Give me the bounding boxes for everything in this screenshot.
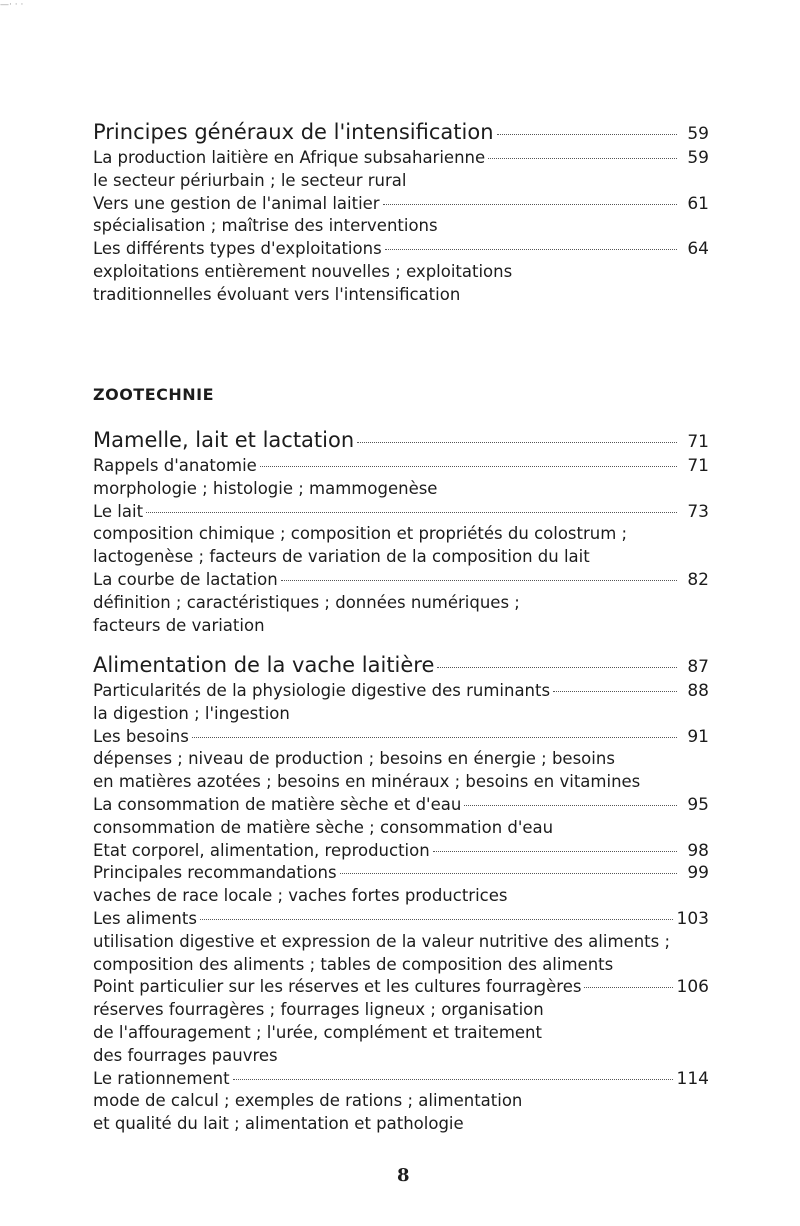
entry-subtopics: et qualité du lait ; alimentation et pathologie bbox=[93, 1114, 464, 1134]
entry-title: Rappels d'anatomie bbox=[93, 456, 257, 475]
dot-leader bbox=[233, 1079, 673, 1080]
entry-title: Principales recommandations bbox=[93, 863, 337, 883]
entry-page-number: 103 bbox=[676, 908, 709, 929]
entry-page-number: 99 bbox=[687, 863, 709, 884]
entry-title: Point particulier sur les réserves et les cultures fourragères bbox=[93, 977, 582, 997]
chapter-page-number: 59 bbox=[687, 124, 709, 144]
entry-subtopics: morphologie ; histologie ; mammogenèse bbox=[93, 478, 438, 498]
entry-subtopics: définition ; caractéristiques ; données numériques ; bbox=[93, 592, 520, 612]
entry-subtopics: exploitations entièrement nouvelles ; exploitations bbox=[93, 261, 513, 281]
entry-title: Vers une gestion de l'animal laitier bbox=[93, 193, 380, 213]
dot-leader bbox=[433, 851, 677, 852]
entry-subtopics: utilisation digestive et expression de la valeur nutritive des aliments ; bbox=[93, 931, 671, 951]
entry-page-number: 114 bbox=[676, 1068, 709, 1089]
entry-page-number: 71 bbox=[687, 456, 709, 476]
dot-leader bbox=[146, 512, 677, 513]
entry-page-number: 98 bbox=[687, 840, 709, 861]
entry-page-number: 64 bbox=[687, 239, 709, 260]
chapter-title: Principes généraux de l'intensification bbox=[93, 120, 494, 144]
toc-chapter-heading[interactable] bbox=[93, 650, 709, 680]
dot-leader bbox=[497, 134, 678, 135]
entry-title: Les différents types d'exploitations bbox=[93, 239, 382, 259]
section-label-zootechnie: ZOOTECHNIE bbox=[93, 385, 215, 404]
entry-page-number: 95 bbox=[687, 794, 709, 815]
entry-title: Les besoins bbox=[93, 726, 189, 746]
entry-title: Le lait bbox=[93, 501, 144, 521]
toc-entry[interactable] bbox=[93, 193, 709, 216]
entry-subtopics: de l'affouragement ; l'urée, complément et traitement bbox=[93, 1022, 542, 1042]
scan-artifact: —· · · bbox=[0, 0, 24, 10]
entry-page-number: 73 bbox=[687, 501, 709, 522]
entry-page-number: 59 bbox=[687, 148, 709, 168]
toc-entry[interactable] bbox=[93, 147, 709, 170]
entry-subtopics: vaches de race locale ; vaches fortes productrices bbox=[93, 886, 508, 906]
chapter-title: Alimentation de la vache laitière bbox=[93, 653, 435, 677]
entry-title: Etat corporel, alimentation, reproduction bbox=[93, 840, 430, 860]
dot-leader bbox=[584, 987, 672, 988]
page-number: 8 bbox=[397, 1165, 410, 1186]
toc-block-alimentation bbox=[93, 650, 709, 1136]
toc-block-mamelle bbox=[93, 425, 709, 637]
toc-entry[interactable] bbox=[93, 862, 709, 885]
entry-page-number: 82 bbox=[687, 569, 709, 590]
toc-entry[interactable] bbox=[93, 976, 709, 999]
toc-entry[interactable] bbox=[93, 726, 709, 749]
entry-subtopics: lactogenèse ; facteurs de variation de la composition du lait bbox=[93, 547, 590, 567]
dot-leader bbox=[385, 249, 677, 250]
toc-chapter-heading[interactable] bbox=[93, 117, 709, 147]
entry-subtopics: dépenses ; niveau de production ; besoins en énergie ; besoins bbox=[93, 749, 615, 769]
chapter-title: Mamelle, lait et lactation bbox=[93, 428, 355, 452]
toc-entry[interactable] bbox=[93, 840, 709, 863]
dot-leader bbox=[260, 466, 677, 467]
entry-title: Les aliments bbox=[93, 908, 197, 928]
entry-subtopics: le secteur périurbain ; le secteur rural bbox=[93, 170, 407, 190]
entry-subtopics: consommation de matière sèche ; consommation d'eau bbox=[93, 817, 554, 837]
entry-subtopics: des fourrages pauvres bbox=[93, 1045, 278, 1065]
chapter-page-number: 71 bbox=[687, 432, 709, 452]
entry-page-number: 106 bbox=[676, 977, 709, 998]
entry-title: La production laitière en Afrique subsaharienne bbox=[93, 148, 486, 167]
entry-subtopics: mode de calcul ; exemples de rations ; alimentation bbox=[93, 1091, 523, 1111]
entry-title: La courbe de lactation bbox=[93, 569, 278, 589]
toc-entry[interactable] bbox=[93, 455, 709, 478]
toc-entry[interactable] bbox=[93, 238, 709, 261]
entry-title: La consommation de matière sèche et d'eau bbox=[93, 794, 462, 814]
toc-entry[interactable] bbox=[93, 794, 709, 817]
entry-page-number: 91 bbox=[687, 726, 709, 747]
entry-subtopics: réserves fourragères ; fourrages ligneux ; organisation bbox=[93, 1000, 544, 1020]
dot-leader bbox=[437, 667, 677, 668]
dot-leader bbox=[192, 737, 677, 738]
toc-entry[interactable] bbox=[93, 908, 709, 931]
dot-leader bbox=[200, 919, 673, 920]
toc-entry[interactable] bbox=[93, 1068, 709, 1091]
entry-title: Le rationnement bbox=[93, 1068, 230, 1088]
dot-leader bbox=[464, 805, 677, 806]
entry-subtopics: facteurs de variation bbox=[93, 615, 265, 635]
entry-title: Particularités de la physiologie digestive des ruminants bbox=[93, 681, 551, 700]
entry-subtopics: en matières azotées ; besoins en minéraux ; besoins en vitamines bbox=[93, 772, 641, 792]
toc-entry[interactable] bbox=[93, 569, 709, 592]
toc-block-intensification bbox=[93, 117, 709, 307]
dot-leader bbox=[357, 442, 677, 443]
entry-subtopics: composition chimique ; composition et propriétés du colostrum ; bbox=[93, 524, 628, 544]
dot-leader bbox=[383, 204, 677, 205]
entry-subtopics: spécialisation ; maîtrise des interventions bbox=[93, 216, 438, 236]
dot-leader bbox=[553, 691, 677, 692]
dot-leader bbox=[488, 158, 677, 159]
chapter-page-number: 87 bbox=[687, 657, 709, 677]
toc-entry[interactable] bbox=[93, 501, 709, 524]
entry-page-number: 61 bbox=[687, 193, 709, 214]
toc-chapter-heading[interactable] bbox=[93, 425, 709, 455]
entry-page-number: 88 bbox=[687, 681, 709, 701]
entry-subtopics: traditionnelles évoluant vers l'intensification bbox=[93, 284, 461, 304]
table-of-contents-page bbox=[93, 0, 709, 1226]
dot-leader bbox=[281, 580, 677, 581]
dot-leader bbox=[340, 873, 677, 874]
entry-subtopics: la digestion ; l'ingestion bbox=[93, 703, 290, 723]
toc-entry[interactable] bbox=[93, 680, 709, 703]
entry-subtopics: composition des aliments ; tables de composition des aliments bbox=[93, 954, 614, 974]
